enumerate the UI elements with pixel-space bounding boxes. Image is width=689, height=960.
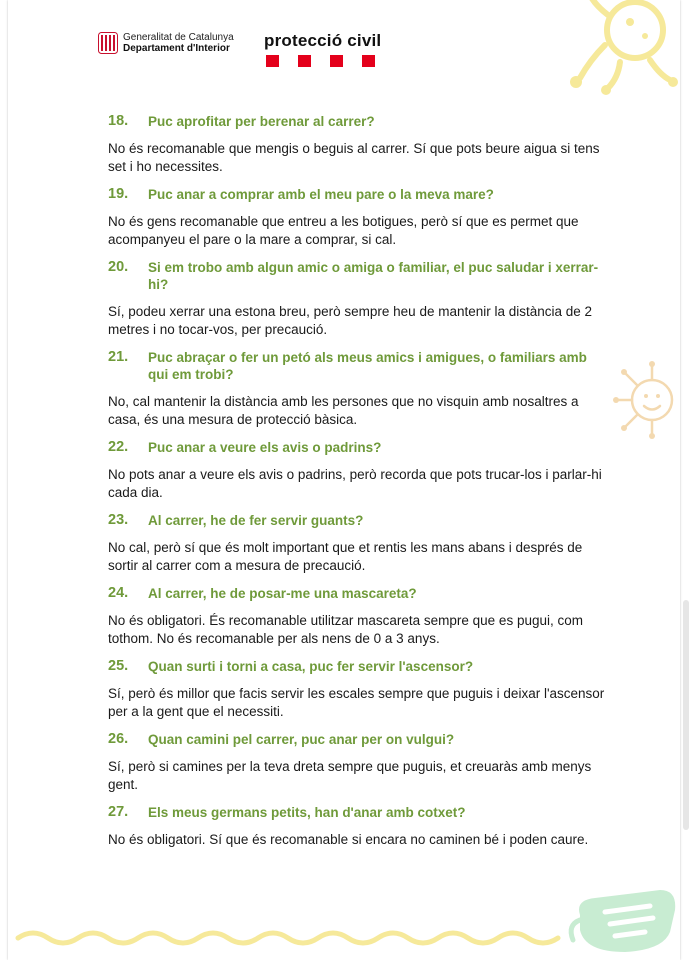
- faq-item: [108, 113, 608, 176]
- answer-text: Sí, però si camines per la teva dreta sempre que puguis, et creuaràs amb menys gent.: [108, 759, 592, 792]
- question-number: 23.: [108, 512, 129, 528]
- question-text: Puc abraçar o fer un petó als meus amics i amigues, o familiars amb qui em trobi?: [148, 350, 587, 382]
- header: [98, 30, 418, 70]
- question-number: 27.: [108, 804, 129, 820]
- question-text: Al carrer, he de posar-me una mascareta?: [148, 586, 417, 601]
- faq-item: [108, 804, 608, 849]
- answer-text: No, cal mantenir la distància amb les persones que no visquin amb nosaltres a casa, és una mesura de protecció bàsica.: [108, 394, 579, 427]
- question-number: 19.: [108, 186, 129, 202]
- faq-list: [108, 113, 608, 849]
- question-number: 26.: [108, 731, 129, 747]
- faq-item: [108, 259, 608, 339]
- face-mask-decoration-icon: [565, 880, 680, 960]
- wave-decoration-icon: [8, 910, 568, 960]
- gencat-logo-icon: [98, 32, 118, 54]
- department-name: Departament d'Interior: [123, 43, 230, 54]
- answer-text: No pots anar a veure els avis o padrins, però recorda que pots trucar-los i parlar-hi cada dia.: [108, 467, 602, 500]
- faq-item: [108, 585, 608, 648]
- answer-text: No és recomanable que mengis o beguis al carrer. Sí que pots beure aigua si tens set i ho necessites.: [108, 141, 600, 174]
- gencat-name: Generalitat de Catalunya: [123, 32, 234, 43]
- brand-square: [298, 55, 311, 67]
- question-text: Puc aprofitar per berenar al carrer?: [148, 114, 375, 129]
- faq-item: [108, 658, 608, 721]
- question-text: Quan camini pel carrer, puc anar per on vulgui?: [148, 732, 455, 747]
- question-text: Quan surti i torni a casa, puc fer servir l'ascensor?: [148, 659, 474, 674]
- virus-decoration-icon: [550, 0, 680, 95]
- answer-text: Sí, podeu xerrar una estona breu, però sempre heu de mantenir la distància de 2 metres i no tocar-vos, per precaució.: [108, 304, 593, 337]
- question-number: 18.: [108, 113, 129, 129]
- brand-square: [330, 55, 343, 67]
- faq-item: [108, 186, 608, 249]
- question-text: Al carrer, he de fer servir guants?: [148, 513, 364, 528]
- question-number: 22.: [108, 439, 129, 455]
- scrollbar[interactable]: [683, 600, 689, 830]
- answer-text: No és obligatori. Sí que és recomanable si encara no caminen bé i poden caure.: [108, 832, 589, 847]
- answer-text: No és gens recomanable que entreu a les botigues, però sí que es permet que acompanyeu el pare o la mare a comprar, si cal.: [108, 214, 579, 247]
- answer-text: Sí, però és millor que facis servir les escales sempre que puguis i deixar l'ascensor per a la gent que el necessiti.: [108, 686, 605, 719]
- faq-item: [108, 512, 608, 575]
- brand-title: protecció civil: [264, 31, 382, 50]
- question-number: 24.: [108, 585, 129, 601]
- document-page: [8, 0, 680, 960]
- brand-squares: [266, 54, 394, 72]
- question-text: Puc anar a veure els avis o padrins?: [148, 440, 382, 455]
- brand-square: [266, 55, 279, 67]
- question-text: Els meus germans petits, han d'anar amb cotxet?: [148, 805, 466, 820]
- virus-smile-decoration-icon: [610, 360, 680, 440]
- question-number: 25.: [108, 658, 129, 674]
- faq-item: [108, 349, 608, 429]
- answer-text: No és obligatori. És recomanable utilitzar mascareta sempre que es pugui, com tothom. No és recomanable per als nens de 0 a 3 anys.: [108, 613, 583, 646]
- question-text: Puc anar a comprar amb el meu pare o la meva mare?: [148, 187, 494, 202]
- question-number: 20.: [108, 259, 129, 275]
- answer-text: No cal, però sí que és molt important que et rentis les mans abans i després de sortir al carrer com a mesura de precaució.: [108, 540, 583, 573]
- question-text: Si em trobo amb algun amic o amiga o familiar, el puc saludar i xerrar-hi?: [148, 260, 599, 292]
- brand-square: [362, 55, 375, 67]
- question-number: 21.: [108, 349, 129, 365]
- faq-item: [108, 439, 608, 502]
- faq-item: [108, 731, 608, 794]
